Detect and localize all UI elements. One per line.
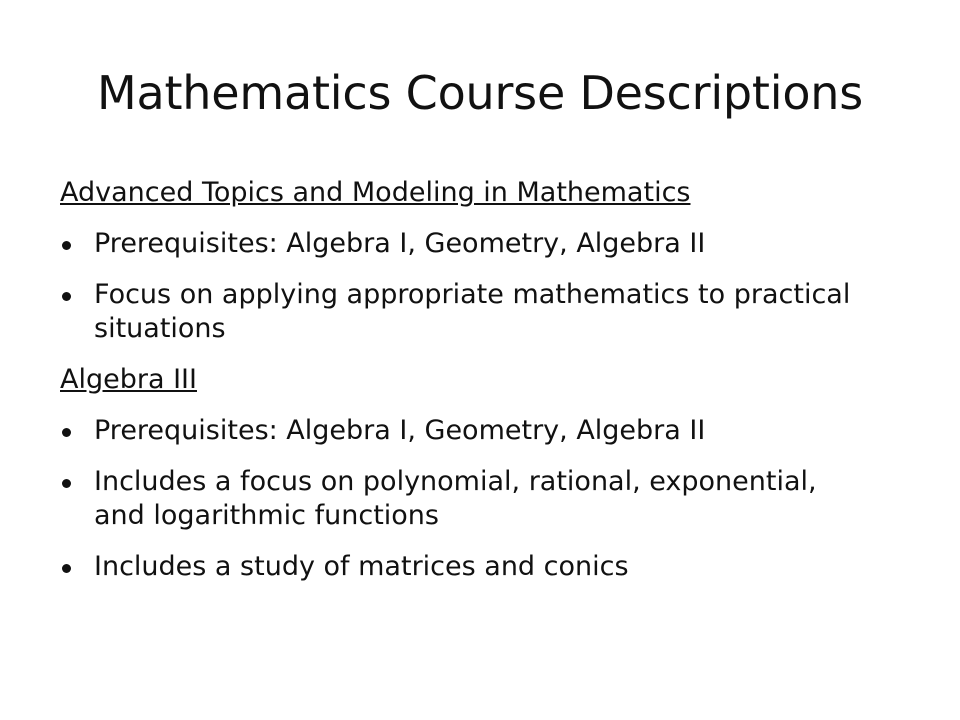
slide-title: Mathematics Course Descriptions [96, 66, 864, 120]
bullet-text: Focus on applying appropriate mathematics to practical situations [94, 279, 851, 344]
course-heading: Algebra III [60, 364, 197, 395]
bullet-text: Prerequisites: Algebra I, Geometry, Algebra II [94, 228, 706, 259]
bullet-item [60, 278, 860, 346]
course-section-advanced-topics [60, 176, 860, 346]
bullet-text: Includes a focus on polynomial, rational, exponential, and logarithmic functions [94, 466, 817, 531]
bullet-dot-icon [62, 292, 71, 301]
bullet-item [60, 414, 860, 448]
course-heading: Advanced Topics and Modeling in Mathematics [60, 177, 691, 208]
bullet-item [60, 550, 860, 584]
course-section-algebra-iii [60, 363, 860, 584]
bullet-text: Prerequisites: Algebra I, Geometry, Algebra II [94, 415, 706, 446]
bullet-dot-icon [62, 479, 71, 488]
bullet-text: Includes a study of matrices and conics [94, 551, 629, 582]
bullet-dot-icon [62, 241, 71, 250]
slide-body [60, 176, 860, 601]
bullet-dot-icon [62, 564, 71, 573]
bullet-dot-icon [62, 428, 71, 437]
bullet-item [60, 465, 860, 533]
bullet-item [60, 227, 860, 261]
